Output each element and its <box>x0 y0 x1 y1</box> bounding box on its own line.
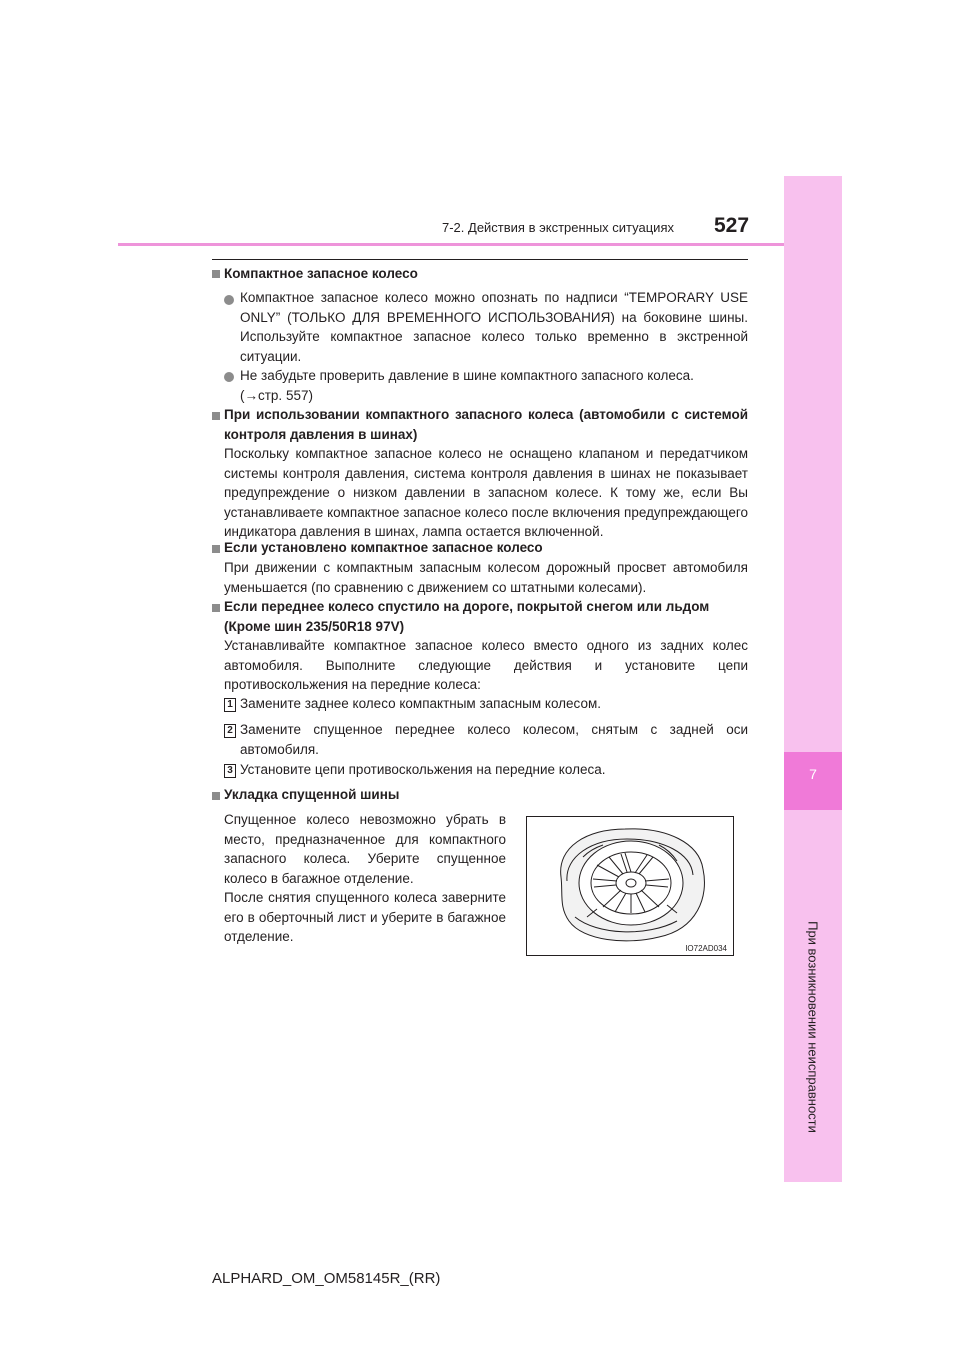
snow-body: Устанавливайте компактное запасное колесо вместо одного из задних колес автомобиля. Выполните следующие действия и установите цепи противоскольжения на передние колеса: <box>224 638 748 692</box>
heading-storage: Укладка спущенной шины <box>224 787 400 802</box>
figure-code: IO72AD034 <box>685 944 727 953</box>
step-1-text: Замените заднее колесо компактным запасным колесом. <box>240 696 601 711</box>
bullet-dot-icon <box>224 372 234 382</box>
installed-body: При движении с компактным запасным колесом дорожный просвет автомобиля уменьшается (по сравнению с движением со штатными колесами). <box>224 560 748 595</box>
compact-spare-bullet-1: Компактное запасное колесо можно опознать по надписи “TEMPORARY USE ONLY” (ТОЛЬКО ДЛЯ ВРЕМЕННОГО ИСПОЛЬЗОВАНИЯ) на боковине шины. Используйте компактное запасное колесо только временно в экстренной ситуации. <box>240 290 748 364</box>
tpms-body: Поскольку компактное запасное колесо не оснащено клапаном и передатчиком системы контроля давления, система контроля давления в шинах не показывает предупреждение о низком давлении в запасном колесе. К тому же, если Вы устанавливаете компактное запасное колесо после включения предупреждающего индикатора давления в шинах, лампа остается включенной. <box>224 446 748 539</box>
tire-in-bag-drawing <box>527 817 733 955</box>
step-number-box: 3 <box>224 764 236 778</box>
heading-square-icon <box>212 545 220 553</box>
storage-para-1: Спущенное колесо невозможно убрать в место, предназначенное для компактного запасного колеса. Уберите спущенное колесо в багажное отделение. <box>224 812 506 886</box>
heading-snow-line-1: Если переднее колесо спустило на дороге, покрытой снегом или льдом <box>224 599 710 614</box>
step-number-box: 2 <box>224 724 236 738</box>
page-number: 527 <box>714 214 750 237</box>
step-2-text: Замените спущенное переднее колесо колесом, снятым с задней оси автомобиля. <box>240 722 748 757</box>
content-rule <box>212 259 748 260</box>
storage-para-2: После снятия спущенного колеса заверните его в оберточный лист и уберите в багажное отделение. <box>224 890 506 944</box>
compact-spare-bullet-2 <box>240 366 748 405</box>
step-3-text: Установите цепи противоскольжения на передние колеса. <box>240 762 606 777</box>
heading-snow-line-2: (Кроме шин 235/50R18 97V) <box>224 618 405 634</box>
page-reference-link[interactable]: (→стр. 557) <box>240 387 313 403</box>
bullet-2-line-1: Не забудьте проверить давление в шине компактного запасного колеса. <box>240 368 694 383</box>
heading-compact-spare: Компактное запасное колесо <box>224 266 418 281</box>
heading-square-icon <box>212 604 220 612</box>
heading-square-icon <box>212 270 220 278</box>
header-rule <box>118 243 784 246</box>
heading-installed: Если установлено компактное запасное колесо <box>224 540 543 555</box>
chapter-label-text: При возникновении неисправности <box>805 921 821 1133</box>
step-number-box: 1 <box>224 698 236 712</box>
wrapped-tire-illustration <box>526 816 734 956</box>
heading-square-icon <box>212 412 220 420</box>
heading-snow <box>224 597 748 636</box>
chapter-number: 7 <box>809 766 817 782</box>
bullet-dot-icon <box>224 295 234 305</box>
heading-square-icon <box>212 792 220 800</box>
heading-tpms: При использовании компактного запасного колеса (автомобили с системой контроля давления в шинах) <box>224 407 748 442</box>
document-id: ALPHARD_OM_OM58145R_(RR) <box>212 1270 441 1287</box>
section-title: 7-2. Действия в экстренных ситуациях <box>442 220 674 235</box>
